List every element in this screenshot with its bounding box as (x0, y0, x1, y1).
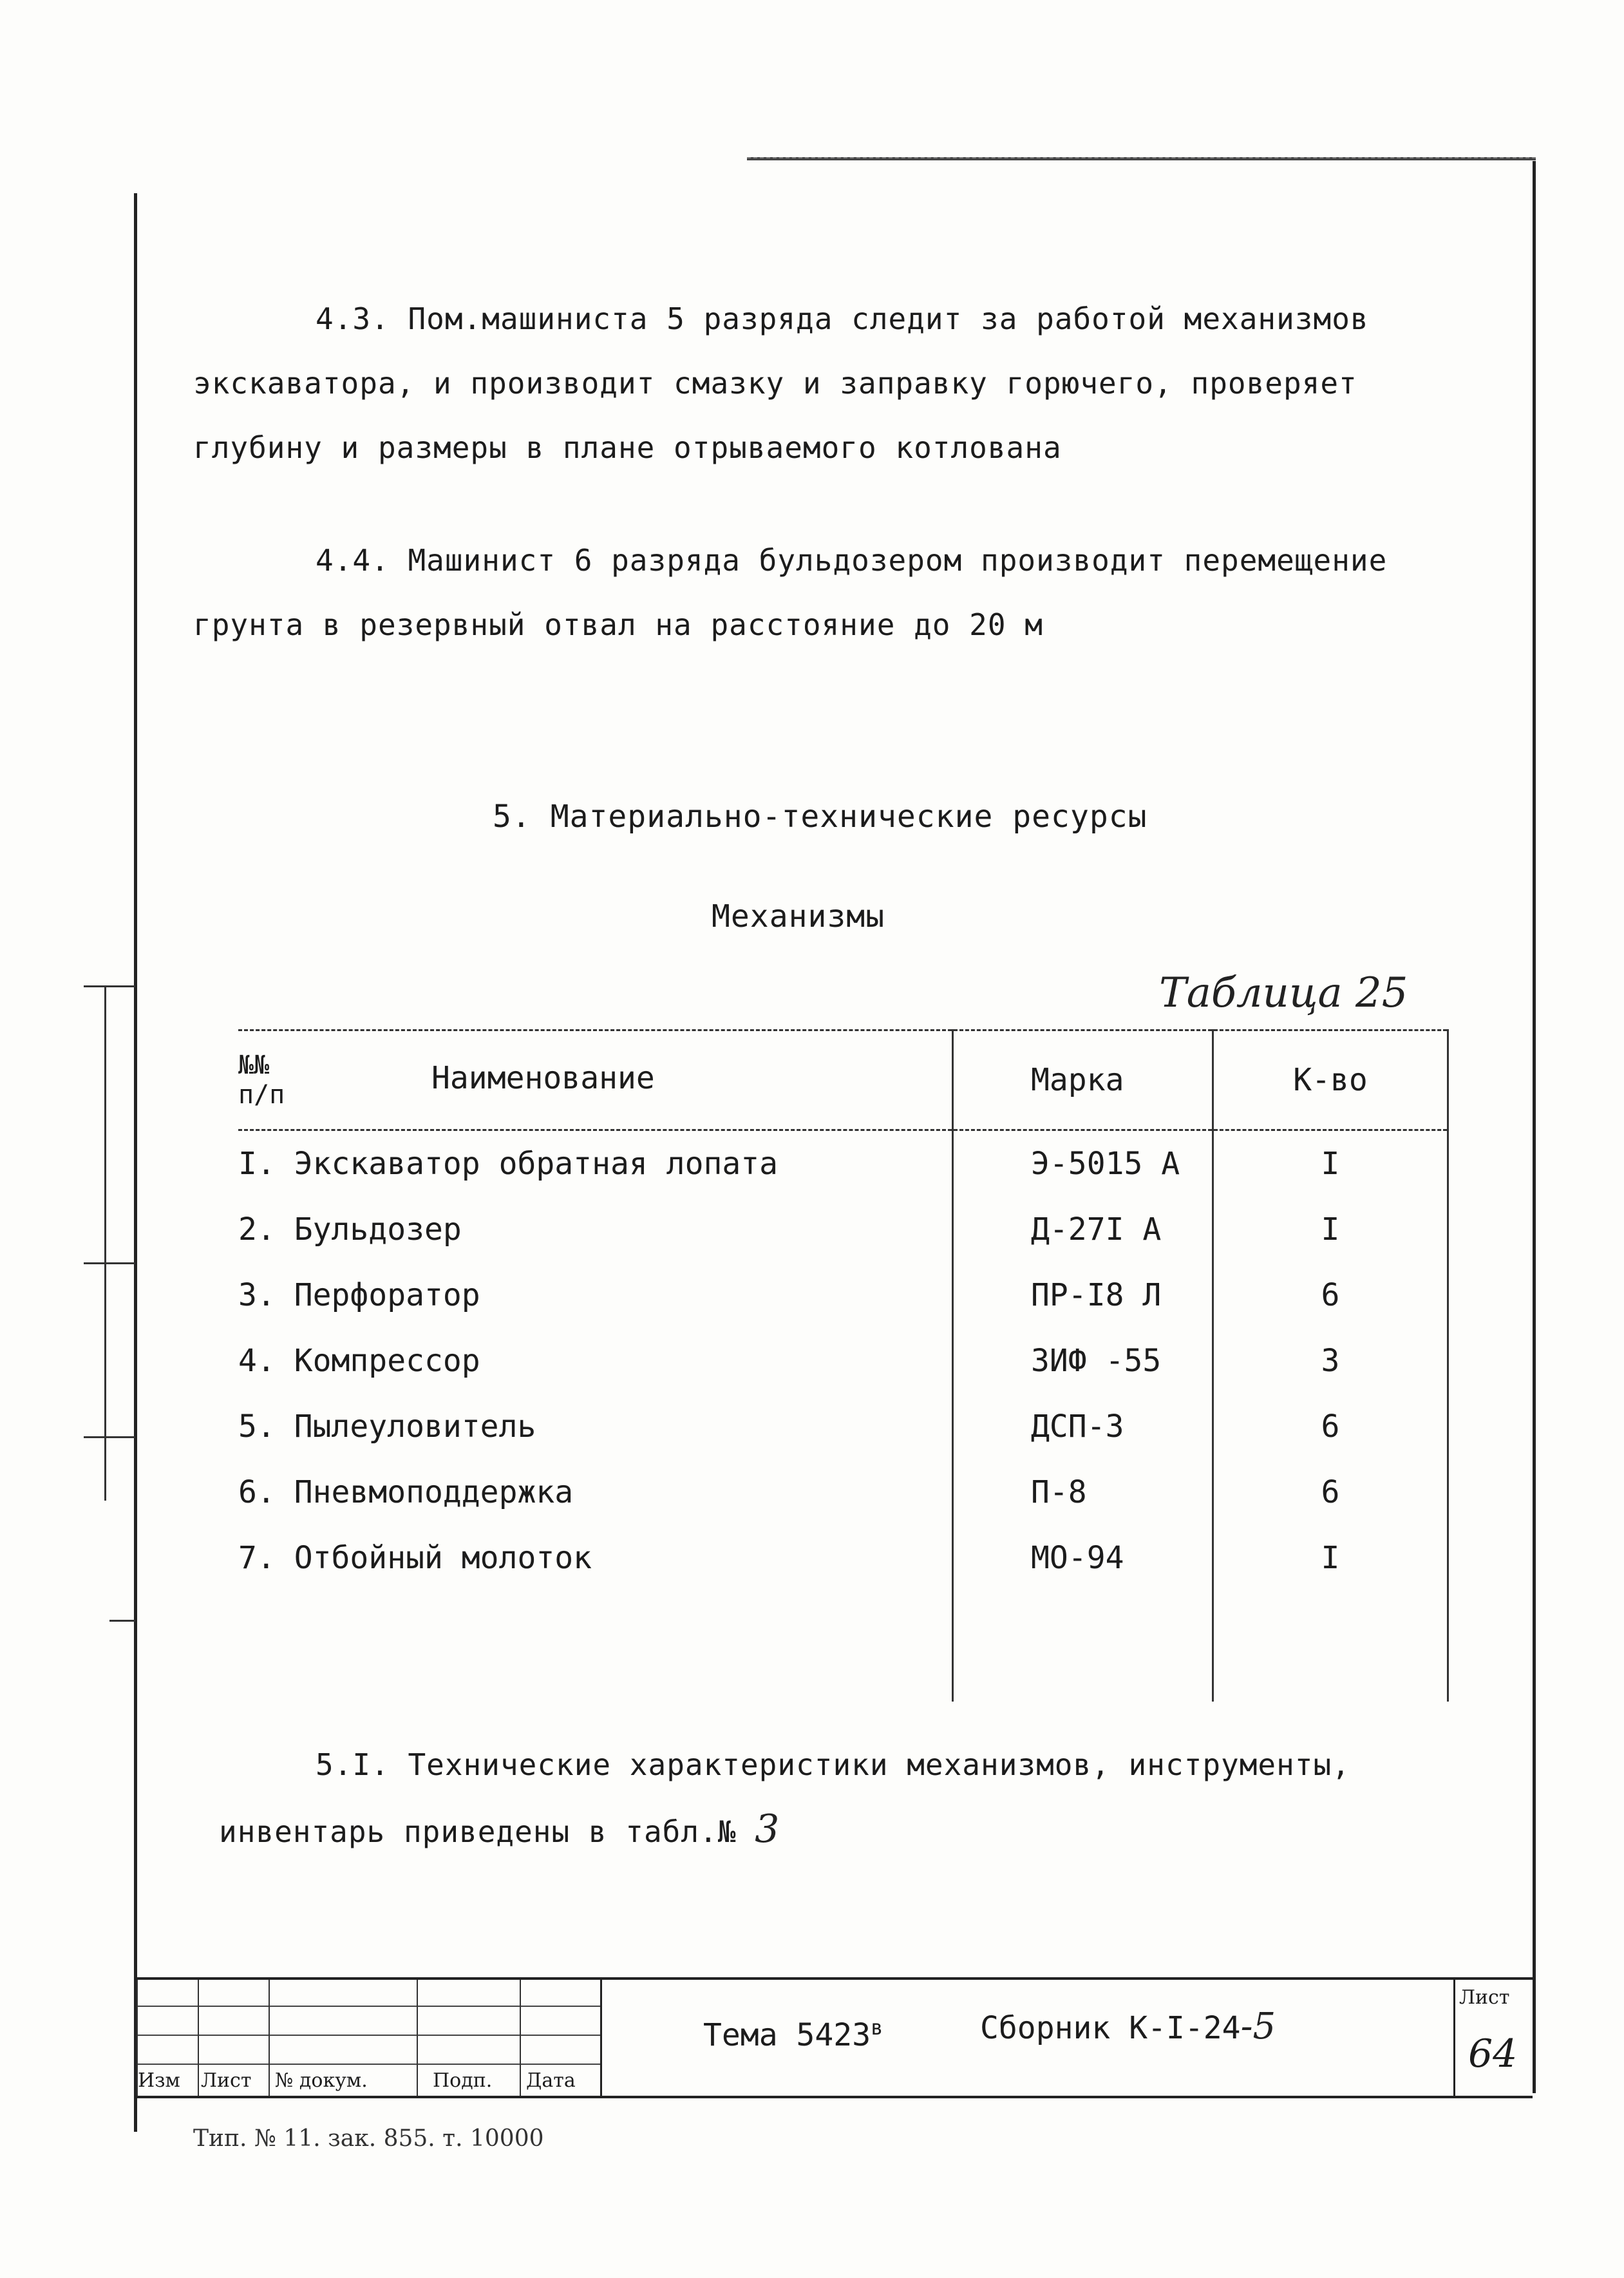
row-name: 2. Бульдозер (238, 1211, 462, 1248)
table-row (238, 1394, 1448, 1459)
row-name: 7. Отбойный молоток (238, 1540, 592, 1576)
revision-grid (137, 1980, 602, 2096)
spacer-cell (238, 1591, 953, 1702)
sbornik-text: Сборник К-I-24 (980, 2010, 1241, 2046)
stamp-label-doc: № докум. (275, 2069, 368, 2092)
sheet-number: 64 (1468, 2031, 1518, 2076)
spacer-cell (953, 1591, 1213, 1702)
tema-superscript: в (871, 2015, 883, 2040)
row-mark: ПР-I8 Л (953, 1262, 1213, 1328)
sheet-number-box (1453, 1980, 1533, 2096)
header-num (238, 1050, 431, 1110)
row-name: 6. Пневмоподдержка (238, 1474, 574, 1510)
stamp-label-date: Дата (526, 2069, 576, 2092)
row-name: 4. Компрессор (238, 1343, 480, 1379)
grid-row-line (137, 2035, 600, 2036)
table-row (238, 1130, 1448, 1197)
frame-left-border (134, 193, 137, 2132)
header-mark: Марка (953, 1030, 1213, 1130)
row-qty: 6 (1213, 1394, 1448, 1459)
spacer-cell (1213, 1591, 1448, 1702)
header-num-line2: п/п (238, 1080, 285, 1110)
stamp-label-sign: Подп. (433, 2069, 493, 2092)
tema-text: Тема 5423 (703, 2017, 871, 2053)
margin-tick (84, 1262, 135, 1264)
margin-binding-line (104, 985, 106, 1501)
row-mark: П-8 (953, 1459, 1213, 1525)
table-row (238, 1525, 1448, 1591)
row-qty: I (1213, 1525, 1448, 1591)
grid-col-line (198, 1980, 199, 2096)
row-name: 3. Перфоратор (238, 1277, 480, 1313)
frame-top-border (747, 157, 1536, 160)
paragraph-5-1-line1: 5.I. Технические характеристики механизмов, инструменты, (316, 1747, 1350, 1782)
row-mark: Д-27I А (953, 1197, 1213, 1262)
print-note: Тип. № 11. зак. 855. т. 10000 (193, 2125, 544, 2152)
sbornik-handwritten: -5 (1240, 2006, 1276, 2047)
paragraph-5-1-line2-text: инвентарь приведены в табл.№ (219, 1814, 737, 1849)
paragraph-4-3-line3: глубину и размеры в плане отрываемого котлована (193, 430, 1062, 465)
table-caption-handwritten: Таблица 25 (1159, 969, 1408, 1017)
mechanisms-table (238, 1029, 1449, 1702)
tema-label (703, 2015, 883, 2053)
row-qty: I (1213, 1197, 1448, 1262)
row-qty: 6 (1213, 1262, 1448, 1328)
paragraph-4-4-line1: 4.4. Машинист 6 разряда бульдозером производит перемещение (316, 543, 1388, 578)
header-num-line1: №№ (238, 1050, 270, 1080)
margin-tick (109, 1620, 135, 1622)
row-name: 5. Пылеуловитель (238, 1409, 536, 1445)
header-name-cell (238, 1030, 953, 1130)
frame-right-border (1533, 161, 1536, 2093)
header-name: Наименование (431, 1060, 655, 1096)
sbornik-label (980, 2006, 1276, 2047)
margin-tick (84, 985, 135, 987)
section-5-title: 5. Материально-технические ресурсы (493, 799, 1147, 835)
table-row (238, 1328, 1448, 1394)
stamp-label-izm: Изм (138, 2069, 180, 2092)
grid-col-line (520, 1980, 521, 2096)
grid-col-line (269, 1980, 270, 2096)
row-mark: Э-5015 А (953, 1130, 1213, 1197)
table-row (238, 1262, 1448, 1328)
table-row (238, 1197, 1448, 1262)
paragraph-4-4-line2: грунта в резервный отвал на расстояние до 20 м (193, 607, 1043, 642)
row-qty: 6 (1213, 1459, 1448, 1525)
paragraph-5-1-line2 (219, 1797, 780, 1864)
table-header-row (238, 1030, 1448, 1130)
row-mark: ЗИФ -55 (953, 1328, 1213, 1394)
table-row (238, 1459, 1448, 1525)
row-qty: 3 (1213, 1328, 1448, 1394)
handwritten-table-ref: 3 (755, 1807, 780, 1852)
sheet-label: Лист (1459, 1986, 1510, 2009)
header-qty: К-во (1213, 1030, 1448, 1130)
paragraph-4-3-line1: 4.3. Пом.машиниста 5 разряда следит за работой механизмов (316, 301, 1369, 336)
paragraph-4-3-line2: экскаватора, и производит смазку и заправку горючего, проверяет (193, 366, 1357, 401)
row-name: I. Экскаватор обратная лопата (238, 1146, 779, 1182)
grid-row-line (137, 2006, 600, 2007)
row-mark: ДСП-3 (953, 1394, 1213, 1459)
grid-col-line (417, 1980, 418, 2096)
margin-tick (84, 1436, 135, 1438)
stamp-label-list: Лист (201, 2069, 252, 2092)
row-mark: МО-94 (953, 1525, 1213, 1591)
row-qty: I (1213, 1130, 1448, 1197)
section-5-subtitle: Механизмы (712, 898, 885, 935)
title-block (137, 1977, 1533, 2098)
table-spacer-row (238, 1591, 1448, 1702)
grid-row-line (137, 2064, 600, 2065)
